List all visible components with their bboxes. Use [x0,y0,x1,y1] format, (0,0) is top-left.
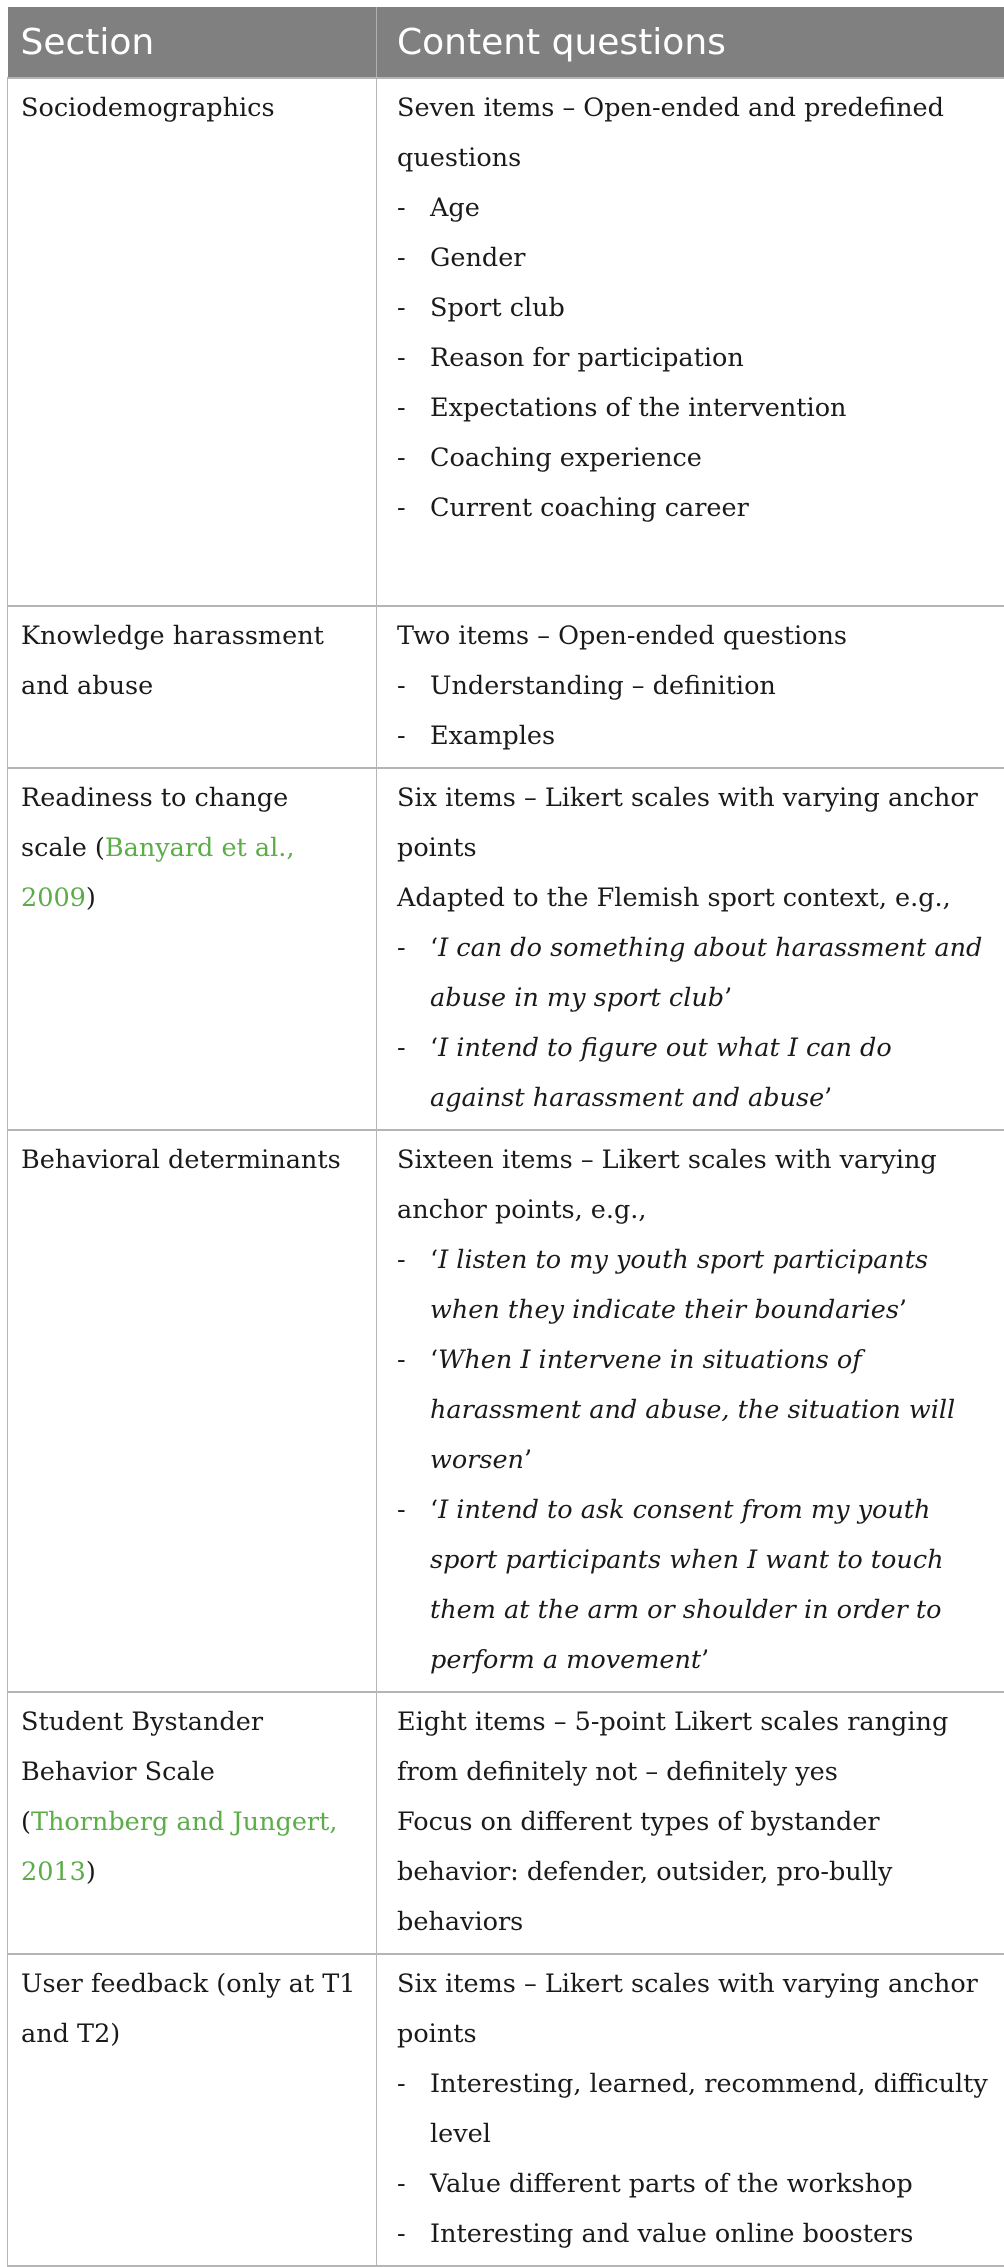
list-item-text: Coaching experience [430,433,994,483]
content-intro: Seven items – Open-ended and predefined questions [397,83,994,183]
dash-marker: - [397,2209,430,2259]
content-cell [377,1692,1004,1954]
list-item [397,1335,994,1485]
dash-marker: - [397,383,430,433]
list-item [397,711,994,761]
section-cell [8,1692,377,1954]
list-item [397,2059,994,2159]
close-quote: ’ [899,1295,907,1325]
list-item-text [430,1235,994,1335]
list-item [397,923,994,1023]
section-name: Behavioral determinants [21,1145,341,1175]
dash-marker: - [397,661,430,711]
list-item-text: Reason for participation [430,333,994,383]
list-item-text: Interesting, learned, recommend, difficulty level [430,2059,994,2159]
content-intro: Sixteen items – Likert scales with varying anchor points, e.g., [397,1135,994,1235]
open-quote: ‘ [430,1033,438,1063]
example-item: I intend to ask consent from my youth sport participants when I want to touch them at the arm or shoulder in order to perform a movement [430,1495,944,1675]
dash-marker: - [397,233,430,283]
close-quote: ’ [724,983,732,1013]
list-item-text: Understanding – definition [430,661,994,711]
dash-marker: - [397,433,430,483]
content-table-container [7,7,1004,2267]
section-cell [8,606,377,768]
close-quote: ’ [524,1445,532,1475]
list-item [397,183,994,233]
dash-marker: - [397,711,430,761]
dash-marker: - [397,333,430,383]
content-intro: Adapted to the Flemish sport context, e.g., [397,873,994,923]
table-row [8,78,1004,606]
table-header-row [8,7,1004,78]
list-item [397,483,994,533]
list-item [397,283,994,333]
list-item-text: Value different parts of the workshop [430,2159,994,2209]
list-item [397,2159,994,2209]
dash-marker: - [397,923,430,1023]
dash-marker: - [397,2159,430,2209]
example-item: I intend to figure out what I can do against harassment and abuse [430,1033,892,1113]
table-row [8,1954,1004,2266]
citation-link[interactable]: Thornberg and Jungert, 2013 [21,1807,337,1887]
list-item-text: Examples [430,711,994,761]
dash-marker: - [397,2059,430,2159]
list-item-text [430,1023,994,1123]
table-row [8,1692,1004,1954]
open-quote: ‘ [430,1495,438,1525]
list-item [397,433,994,483]
list-item-text: Gender [430,233,994,283]
example-item: I can do something about harassment and abuse in my sport club [430,933,982,1013]
content-cell [377,78,1004,606]
section-cell [8,1954,377,2266]
list-item-text [430,1335,994,1485]
close-quote: ’ [824,1083,832,1113]
header-section: Section [8,7,377,78]
example-item: I listen to my youth sport participants when they indicate their boundaries [430,1245,928,1325]
dash-marker: - [397,1485,430,1685]
list-item-text: Interesting and value online boosters [430,2209,994,2259]
header-content-questions: Content questions [377,7,1004,78]
section-name-suffix: ) [86,883,96,913]
list-item [397,1023,994,1123]
list-item [397,233,994,283]
list-item-text: Sport club [430,283,994,333]
section-name: User feedback (only at T1 and T2) [21,1969,355,2049]
section-name-prefix: Student Bystander Behavior Scale ( [21,1707,263,1837]
content-cell [377,1130,1004,1692]
section-name: Knowledge harassment and abuse [21,621,324,701]
content-table [7,7,1004,2267]
section-cell [8,768,377,1130]
dash-marker: - [397,1335,430,1485]
table-row [8,606,1004,768]
section-cell [8,1130,377,1692]
list-item [397,1485,994,1685]
open-quote: ‘ [430,1245,438,1275]
example-item: When I intervene in situations of harassment and abuse, the situation will worsen [430,1345,955,1475]
table-row [8,768,1004,1130]
section-name-suffix: ) [86,1857,96,1887]
section-cell [8,78,377,606]
content-cell [377,606,1004,768]
citation-link[interactable]: Banyard et al., 2009 [21,833,294,913]
open-quote: ‘ [430,933,438,963]
section-name: Sociodemographics [21,93,275,123]
table-row [8,1130,1004,1692]
dash-marker: - [397,483,430,533]
dash-marker: - [397,1235,430,1335]
list-item [397,1235,994,1335]
list-item-text [430,1485,994,1685]
list-item-text: Current coaching career [430,483,994,533]
content-cell [377,1954,1004,2266]
list-item [397,333,994,383]
content-intro: Two items – Open-ended questions [397,611,994,661]
content-intro: Six items – Likert scales with varying anchor points [397,773,994,873]
list-item-text [430,923,994,1023]
list-item [397,383,994,433]
close-quote: ’ [701,1645,709,1675]
dash-marker: - [397,183,430,233]
open-quote: ‘ [430,1345,438,1375]
content-intro: Eight items – 5-point Likert scales ranging from definitely not – definitely yes [397,1697,994,1797]
content-intro: Six items – Likert scales with varying anchor points [397,1959,994,2059]
list-item [397,661,994,711]
list-item-text: Expectations of the intervention [430,383,994,433]
list-item [397,2209,994,2259]
content-intro: Focus on different types of bystander behavior: defender, outsider, pro-bully behaviors [397,1797,994,1947]
list-item-text: Age [430,183,994,233]
section-name-prefix: Readiness to change scale ( [21,783,288,863]
content-cell [377,768,1004,1130]
dash-marker: - [397,1023,430,1123]
dash-marker: - [397,283,430,333]
